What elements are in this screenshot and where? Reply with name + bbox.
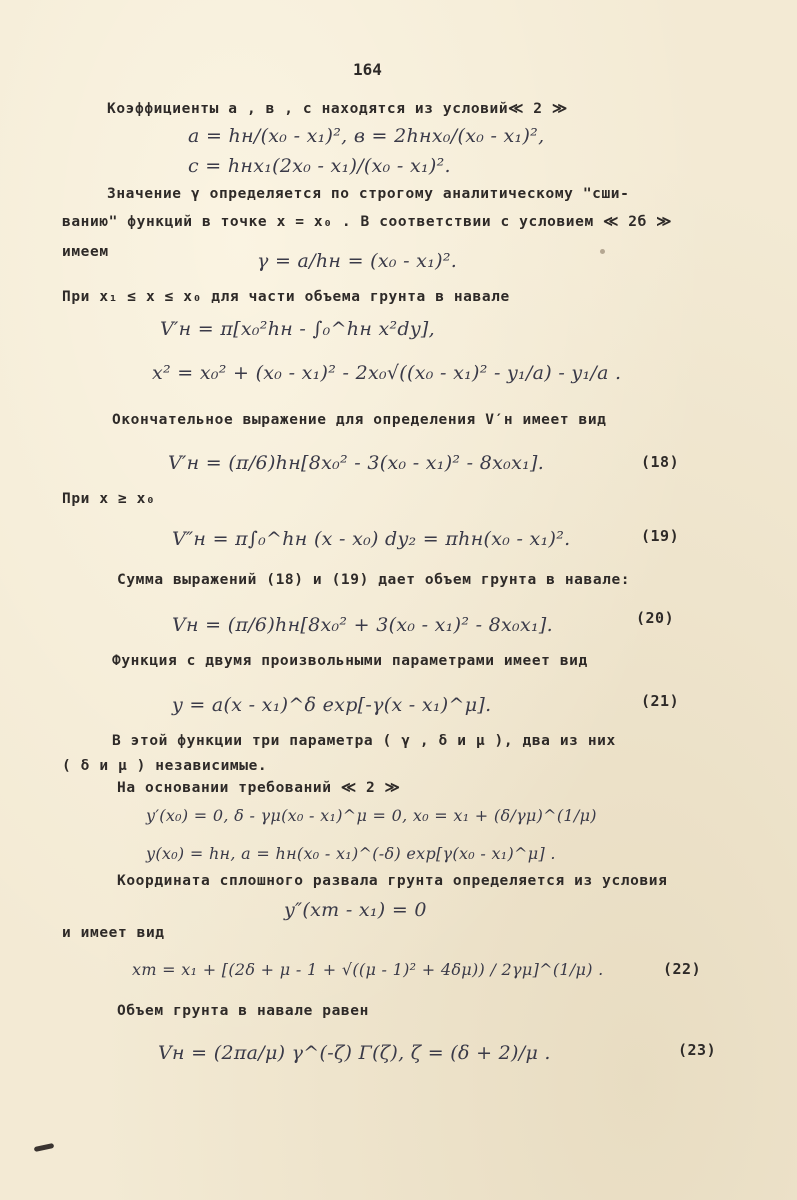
page-number: 164 bbox=[353, 60, 382, 79]
equation-number-21: (21) bbox=[641, 692, 680, 710]
formula-x-squared: x² = x₀² + (x₀ - x₁)² - 2x₀√((x₀ - x₁)² - y₁/a) - y₁/a . bbox=[152, 362, 622, 384]
text-line-independent: ( δ и μ ) независимые. bbox=[62, 758, 268, 774]
text-line-condition: При x₁ ≤ x ≤ x₀ для части объема грунта в навале bbox=[62, 289, 510, 305]
equation-number-18: (18) bbox=[641, 453, 680, 471]
text-line-function: Функция с двумя произвольными параметрами имеет вид bbox=[112, 653, 588, 669]
text-line-three-params: В этой функции три параметра ( γ , δ и μ ), два из них bbox=[112, 733, 616, 749]
formula-21: y = a(x - x₁)^δ exp[-γ(x - x₁)^μ]. bbox=[172, 694, 492, 716]
text-line-imeem: имеем bbox=[62, 244, 109, 260]
text-line-sum: Сумма выражений (18) и (19) дает объем грунта в навале: bbox=[117, 572, 631, 588]
text-line-x-ge-x0: При x ≥ x₀ bbox=[62, 491, 156, 507]
formula-vh-prime: V′н = π[x₀²hн - ∫₀^hн x²dy], bbox=[160, 318, 435, 340]
formula-gamma: γ = a/hн = (x₀ - x₁)². bbox=[257, 250, 458, 272]
equation-number-19: (19) bbox=[641, 527, 680, 545]
formula-20: Vн = (π/6)hн[8x₀² + 3(x₀ - x₁)² - 8x₀x₁]. bbox=[172, 614, 553, 636]
formula-a-b: a = hн/(x₀ - x₁)², в = 2hнx₀/(x₀ - x₁)², bbox=[188, 125, 545, 147]
ink-spot bbox=[600, 249, 605, 254]
text-line-has-form: и имеет вид bbox=[62, 925, 165, 941]
text-line-volume: Объем грунта в навале равен bbox=[117, 1003, 369, 1019]
text-line-final-expression: Окончательное выражение для определения V′н имеет вид bbox=[112, 412, 607, 428]
equation-number-22: (22) bbox=[663, 960, 702, 978]
formula-y-x0: y(x₀) = hн, a = hн(x₀ - x₁)^(-δ) exp[γ(x₀ - x₁)^μ] . bbox=[146, 844, 556, 863]
text-line-requirements: На основании требований ≪ 2 ≫ bbox=[117, 780, 401, 796]
formula-22: xm = x₁ + [(2δ + μ - 1 + √((μ - 1)² + 4δμ)) / 2γμ]^(1/μ) . bbox=[132, 960, 604, 979]
text-line-gamma: Значение γ определяется по строгому аналитическому "сши- bbox=[107, 186, 630, 202]
text-line-coordinate: Координата сплошного развала грунта определяется из условия bbox=[117, 873, 668, 889]
formula-y-double-prime: y″(xm - x₁) = 0 bbox=[284, 899, 427, 921]
formula-23: Vн = (2πa/μ) γ^(-ζ) Γ(ζ), ζ = (δ + 2)/μ . bbox=[158, 1042, 551, 1064]
equation-number-23: (23) bbox=[678, 1041, 717, 1059]
formula-y-prime: y′(x₀) = 0, δ - γμ(x₀ - x₁)^μ = 0, x₀ = x₁ + (δ/γμ)^(1/μ) bbox=[146, 806, 597, 825]
ink-mark bbox=[34, 1143, 55, 1152]
formula-19: V″н = π∫₀^hн (x - x₀) dy₂ = πhн(x₀ - x₁)². bbox=[172, 528, 571, 550]
formula-18: V′н = (π/6)hн[8x₀² - 3(x₀ - x₁)² - 8x₀x₁]. bbox=[168, 452, 545, 474]
equation-number-20: (20) bbox=[636, 609, 675, 627]
text-line-stitching: ванию" функций в точке x = x₀ . В соответствии с условием ≪ 2б ≫ bbox=[62, 214, 673, 230]
text-line-coefficients: Коэффициенты a , в , c находятся из условий≪ 2 ≫ bbox=[107, 101, 568, 117]
formula-c: c = hнx₁(2x₀ - x₁)/(x₀ - x₁)². bbox=[188, 155, 451, 177]
